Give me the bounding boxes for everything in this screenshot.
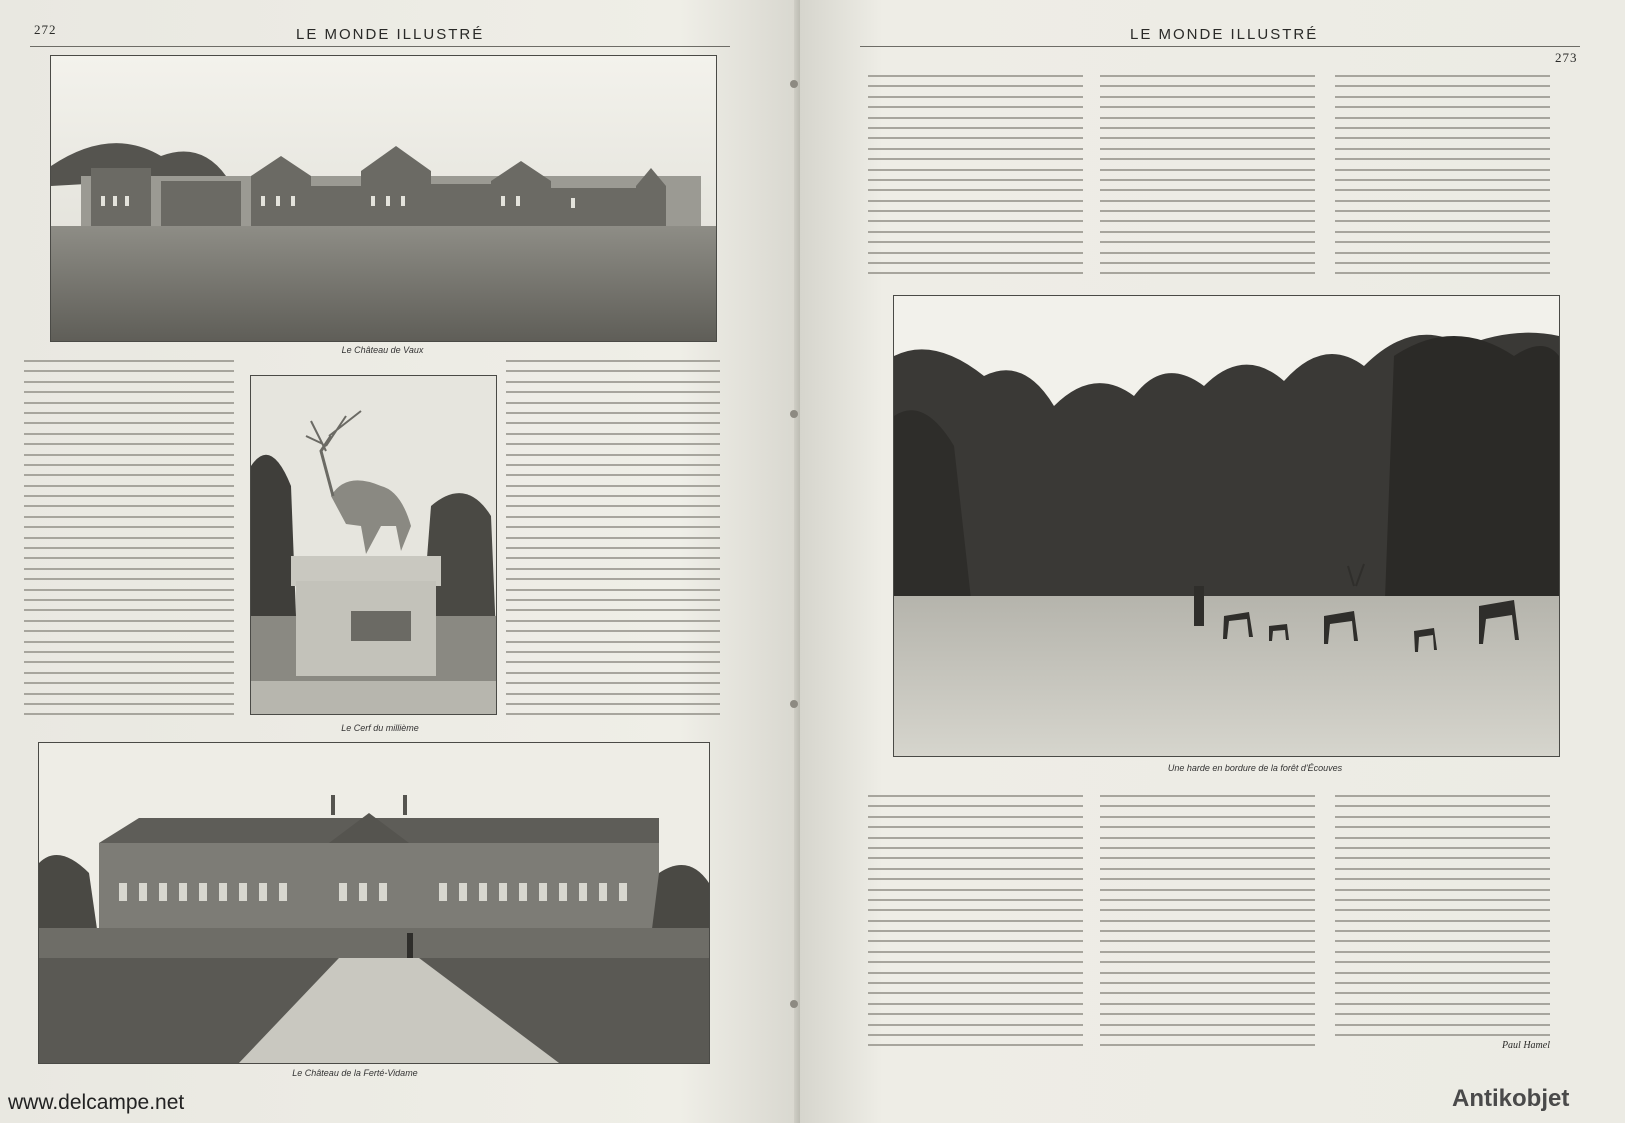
watermark: Antikobjet: [1452, 1085, 1570, 1112]
masthead-left: LE MONDE ILLUSTRÉ: [296, 26, 485, 43]
text-column-8: [1335, 795, 1550, 1051]
left-page: [0, 0, 800, 1123]
text-column-1: [24, 360, 234, 724]
photo-cerf-du-millieme: [250, 375, 497, 715]
page-number-left: 272: [34, 22, 57, 37]
binding-hole: [790, 80, 798, 88]
header-rule-left: [30, 46, 730, 47]
caption-harde-foret-ecouves: Une harde en bordure de la forêt d'Écouves: [1167, 763, 1343, 773]
article-signature: Paul Hamel: [1501, 1040, 1550, 1052]
page-number-right: 273: [1555, 50, 1578, 65]
harde-image: [894, 296, 1559, 756]
binding-hole: [790, 410, 798, 418]
binding-hole: [790, 700, 798, 708]
caption-cerf-du-millieme: Le Cerf du millième: [341, 723, 419, 733]
caption-chateau-de-vaux: Le Château de Vaux: [341, 345, 424, 355]
masthead-right: LE MONDE ILLUSTRÉ: [1130, 26, 1319, 43]
photo-harde-foret-ecouves: [893, 295, 1560, 757]
photo-chateau-de-vaux: [50, 55, 717, 342]
text-column-7: [1100, 795, 1315, 1055]
text-column-2: [506, 360, 720, 724]
binding-hole: [790, 1000, 798, 1008]
chateau-de-vaux-image: [51, 56, 716, 341]
text-column-4: [1100, 75, 1315, 283]
caption-chateau-ferte-vidame: Le Château de la Ferté-Vidame: [292, 1068, 418, 1078]
ferte-vidame-image: [39, 743, 709, 1063]
header-rule-right: [860, 46, 1580, 47]
text-column-6: [868, 795, 1083, 1055]
photo-chateau-ferte-vidame: [38, 742, 710, 1064]
text-column-5: [1335, 75, 1550, 283]
right-page: [800, 0, 1625, 1123]
text-column-3: [868, 75, 1083, 283]
footer-url: www.delcampe.net: [8, 1091, 185, 1114]
cerf-statue-image: [251, 376, 496, 714]
